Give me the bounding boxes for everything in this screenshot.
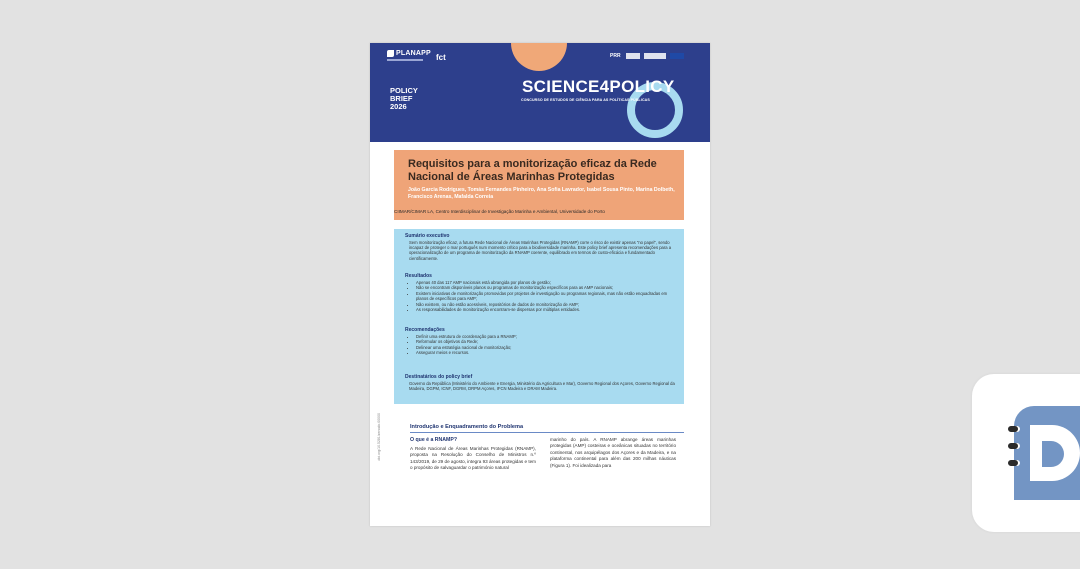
list-item: • Assegurar meios e recursos. bbox=[416, 350, 678, 355]
policy-brief-page bbox=[370, 43, 710, 526]
org-logo: PLANAPP bbox=[396, 50, 431, 57]
binder-ring-icon bbox=[1006, 426, 1020, 432]
org-logo-subline bbox=[387, 59, 423, 61]
recipients-heading: Destinatários do policy brief bbox=[405, 374, 473, 380]
binder-ring-icon bbox=[1006, 460, 1020, 466]
list-item: • Delinear uma estratégia nacional de monitorização; bbox=[416, 345, 678, 350]
body-column-right: marinho do país. A RNAMP abrange áreas marinhas protegidas (AMP) costeiras e oceânicas situadas no território continental, nos arquipélagos dos Açores e da Madeira, e na plataforma continental para além das 200 milhas náuticas (Figura 1). Foi idealizada para bbox=[550, 437, 676, 468]
list-item: • Reformular os objetivos da Rede; bbox=[416, 339, 678, 344]
results-heading: Resultados bbox=[405, 273, 432, 279]
partner-logo-mark bbox=[626, 53, 640, 59]
planapp-logo-icon bbox=[387, 50, 394, 57]
program-title: SCIENCE4POLICY bbox=[522, 77, 675, 96]
section-divider bbox=[410, 432, 684, 433]
header-banner bbox=[370, 43, 710, 142]
affiliation: CIIMAR/CIMAR LA, Centro Interdisciplinar de Investigação Marinha e Ambiental, Universidade do Porto bbox=[394, 209, 605, 214]
policy-brief-label bbox=[390, 87, 430, 111]
recipients-text: Governo da República (Ministério do Ambiente e Energia, Ministério da Agricultura e Mar), Governo Regional dos Açores, Governo Regional da Madeira, DGPM, ICNF, DGRM, DRPM Açores, IFCN Madeira e DRAM Madeira. bbox=[409, 381, 675, 392]
list-item: • As responsabilidades de monitorização encontram-se dispersas por múltiplas entidades. bbox=[416, 307, 678, 312]
list-item: • Não se encontram disponíveis planos ou programas de monitorização específicos para as AMP nacionais; bbox=[416, 285, 678, 290]
body-column-left: A Rede Nacional de Áreas Marinhas Protegidas (RNAMP), proposta na Resolução do Conselho de Ministros n.º 143/2019, de 29 de agosto, integra 93 áreas protegidas e tem o propósito de salvaguardar o património natural bbox=[410, 446, 536, 471]
doi-side-text: doi.org/10.5281/zenodo.00000 bbox=[377, 413, 381, 461]
authors: João Garcia Rodrigues, Tomás Fernandes Pinheiro, Ana Sofia Lavrador, Isabel Sousa Pinto, Marina Dolbeth, Francisco Arenas, Mafalda Correia bbox=[408, 187, 675, 200]
fct-logo: fct bbox=[436, 53, 446, 62]
recommendations-list bbox=[409, 334, 678, 356]
results-list bbox=[409, 280, 678, 312]
list-item: • Não existem, ou não estão acessíveis, repositórios de dados de monitorização de AMP; bbox=[416, 302, 678, 307]
brief-label-line: BRIEF bbox=[390, 94, 413, 103]
brief-label-line: 2026 bbox=[390, 102, 407, 111]
binder-ring-icon bbox=[1006, 443, 1020, 449]
document-title: Requisitos para a monitorização eficaz da Rede Nacional de Áreas Marinhas Protegidas bbox=[408, 158, 657, 183]
list-item: • Existem iniciativas de monitorização promovidas por projetos de investigação ou programas regionais, mas não estão enquadradas em planos de específicos para AMP; bbox=[416, 291, 678, 302]
eu-flag-icon bbox=[670, 53, 684, 59]
brief-label-line: POLICY bbox=[390, 86, 418, 95]
recommendations-heading: Recomendações bbox=[405, 327, 445, 333]
partner-logos: PRR bbox=[610, 53, 621, 59]
summary-text: Sem monitorização eficaz, a futura Rede Nacional de Áreas Marinhas Protegidas (RNAMP) corre o risco de existir apenas "no papel", sendo incapaz de proteger o mar português num momento crítico para a biodiversidade marinha. Este policy brief apresenta recomendações para a operacionalização de um programa de monitorização da RNAMP coerente, equilibrado em termos de custo-eficácia e fundamentado cientificamente. bbox=[409, 240, 672, 261]
question-heading: O que é a RNAMP? bbox=[410, 437, 457, 443]
list-item: • Definir uma estrutura de coordenação para a RNAMP; bbox=[416, 334, 678, 339]
program-subtitle: CONCURSO DE ESTUDOS DE CIÊNCIA PARA AS POLÍTICAS PÚBLICAS bbox=[521, 98, 650, 102]
summary-heading: Sumário executivo bbox=[405, 233, 450, 239]
summary-box bbox=[394, 229, 684, 404]
list-item: • Apenas 40 das 117 AMP nacionais está abrangida por planos de gestão; bbox=[416, 280, 678, 285]
decorative-half-circle bbox=[511, 43, 567, 71]
partner-logo-mark bbox=[644, 53, 666, 59]
intro-heading: Introdução e Enquadramento do Problema bbox=[410, 424, 524, 430]
